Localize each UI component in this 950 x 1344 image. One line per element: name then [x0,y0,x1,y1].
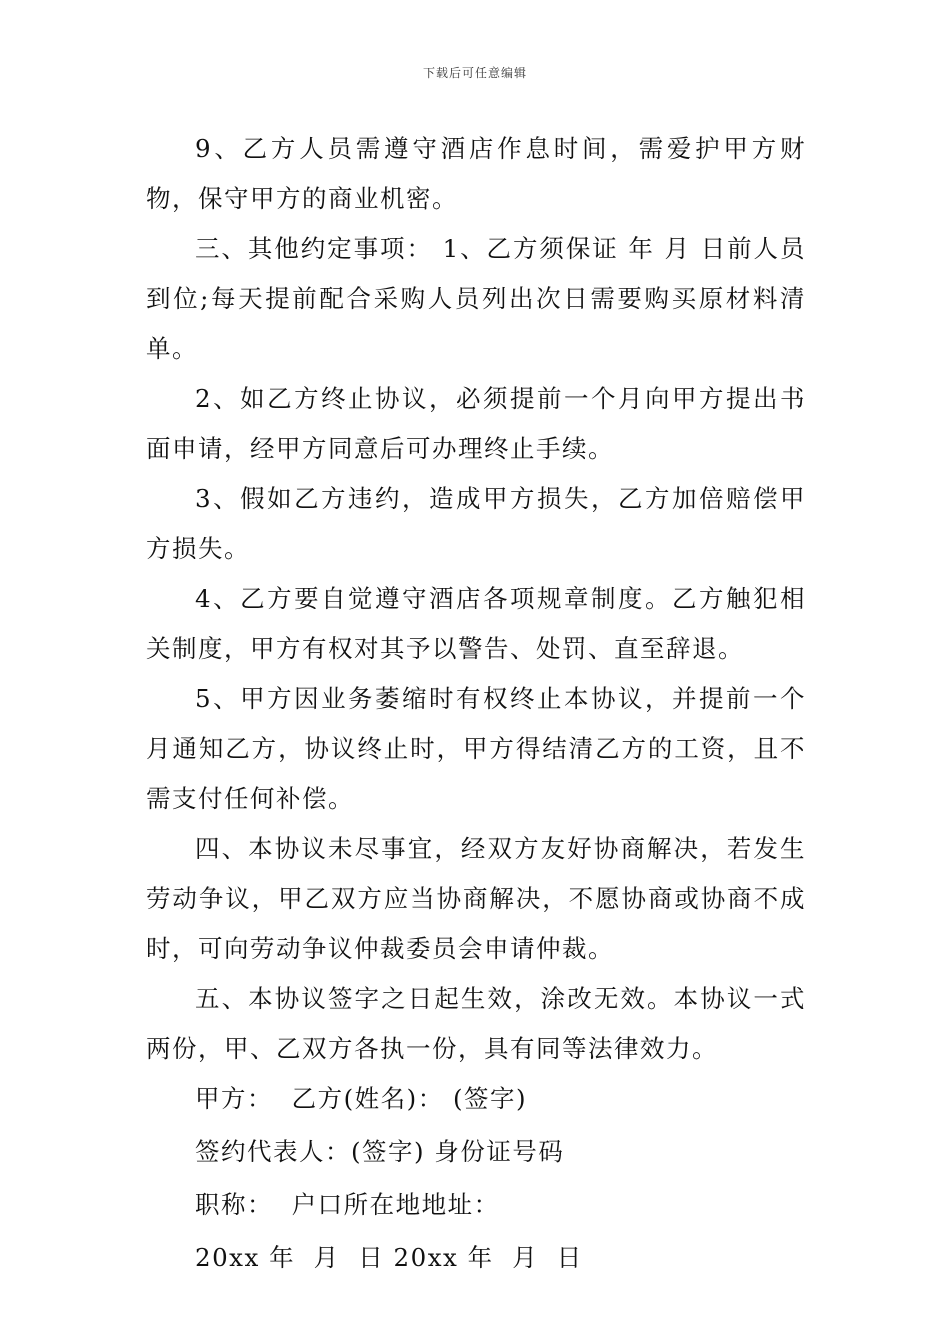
section-3-clause-5: 5、甲方因业务萎缩时有权终止本协议，并提前一个月通知乙方，协议终止时，甲方得结清乙方的工资，且不需支付任何补偿。 [146,684,806,813]
signature-block [146,1074,806,1283]
signature-dates-line: 20xx 年 月 日 20xx 年 月 日 [195,1243,583,1272]
signature-title-address-line: 职称： 户口所在地地址： [195,1190,500,1219]
clause-9: 9、乙方人员需遵守酒店作息时间，需爱护甲方财物，保守甲方的商业机密。 [146,134,806,213]
section-3-clause-1: 三、其他约定事项： 1、乙方须保证 年 月 日前人员到位;每天提前配合采购人员列出次日需要购买原材料清单。 [146,234,806,363]
section-3-clause-2: 2、如乙方终止协议，必须提前一个月向甲方提出书面申请，经甲方同意后可办理终止手续。 [146,384,806,463]
page-header-note: 下载后可任意编辑 [422,66,527,80]
section-5: 五、本协议签字之日起生效，涂改无效。本协议一式两份，甲、乙双方各执一份，具有同等法律效力。 [146,984,806,1063]
section-4: 四、本协议未尽事宜，经双方友好协商解决，若发生劳动争议，甲乙双方应当协商解决，不愿协商或协商不成时，可向劳动争议仲裁委员会申请仲裁。 [146,834,806,963]
section-3-clause-4: 4、乙方要自觉遵守酒店各项规章制度。乙方触犯相关制度，甲方有权对其予以警告、处罚、直至辞退。 [146,584,806,663]
signature-parties-line: 甲方： 乙方(姓名)： (签字) [195,1084,528,1113]
document-body [146,124,806,1286]
section-3-clause-3: 3、假如乙方违约，造成甲方损失，乙方加倍赔偿甲方损失。 [146,484,806,563]
signature-representative-line: 签约代表人：(签字) 身份证号码 [195,1137,565,1166]
